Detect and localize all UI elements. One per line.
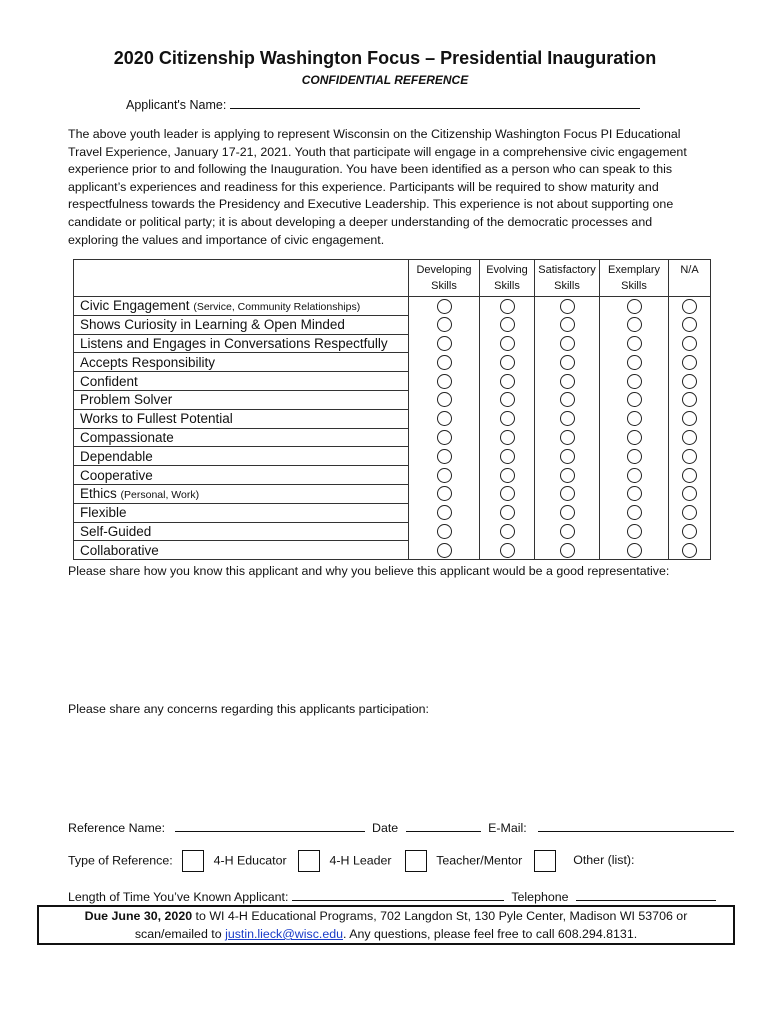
- rating-cell: [535, 541, 600, 560]
- footer-line-2: [39, 925, 733, 943]
- rating-radio[interactable]: [437, 505, 452, 520]
- rating-radio[interactable]: [560, 336, 575, 351]
- rating-radio[interactable]: [682, 411, 697, 426]
- rating-cell: [669, 541, 711, 560]
- criteria-header: [74, 260, 409, 297]
- rating-radio[interactable]: [560, 411, 575, 426]
- rating-radio[interactable]: [560, 392, 575, 407]
- rating-radio[interactable]: [500, 449, 515, 464]
- rating-row: [74, 503, 711, 522]
- rating-row: [74, 522, 711, 541]
- educator-label: 4-H Educator: [213, 853, 287, 868]
- column-header-line: Evolving: [486, 264, 528, 276]
- rating-cell: [480, 428, 535, 447]
- criterion-label: Dependable: [80, 448, 153, 464]
- rating-radio[interactable]: [437, 299, 452, 314]
- criterion-cell: [74, 466, 409, 485]
- leader-label: 4-H Leader: [329, 853, 392, 868]
- footer-address: to WI 4-H Educational Programs, 702 Langdon St, 130 Pyle Center, Madison WI 53706 or: [192, 909, 688, 923]
- form-title: 2020 Citizenship Washington Focus – Presidential Inauguration: [113, 48, 657, 68]
- email-label: E-Mail:: [488, 821, 527, 835]
- length-label: Length of Time You’ve Known Applicant:: [68, 890, 289, 904]
- column-header-line: Satisfactory: [538, 264, 596, 276]
- rating-row: [74, 315, 711, 334]
- rating-radio[interactable]: [627, 392, 642, 407]
- rating-cell: [669, 353, 711, 372]
- rating-cell: [480, 297, 535, 316]
- rating-cell: [535, 503, 600, 522]
- column-header-line: [669, 278, 710, 294]
- ratings-table: [73, 259, 711, 560]
- rating-row: [74, 428, 711, 447]
- rating-radio[interactable]: [560, 317, 575, 332]
- rating-cell: [535, 428, 600, 447]
- rating-cell: [669, 315, 711, 334]
- rating-cell: [600, 466, 669, 485]
- rating-radio[interactable]: [560, 505, 575, 520]
- rating-radio[interactable]: [500, 543, 515, 558]
- rating-cell: [669, 466, 711, 485]
- rating-radio[interactable]: [500, 411, 515, 426]
- rating-cell: [600, 428, 669, 447]
- criterion-label: Accepts Responsibility: [80, 354, 216, 370]
- rating-row: [74, 447, 711, 466]
- rating-row: [74, 334, 711, 353]
- rating-cell: [669, 372, 711, 391]
- rating-radio[interactable]: [627, 374, 642, 389]
- rating-cell: [535, 297, 600, 316]
- criterion-label: Self-Guided: [80, 523, 152, 539]
- rating-cell: [600, 353, 669, 372]
- submission-footer: [37, 905, 735, 945]
- rating-cell: [409, 372, 480, 391]
- rating-cell: [669, 503, 711, 522]
- rating-radio[interactable]: [500, 486, 515, 501]
- rating-cell: [669, 334, 711, 353]
- ratings-header-row: [74, 260, 711, 297]
- rating-radio[interactable]: [437, 355, 452, 370]
- rating-cell: [535, 372, 600, 391]
- rating-cell: [600, 334, 669, 353]
- applicant-name-label: Applicant's Name:: [126, 98, 227, 112]
- column-header-line: Exemplary: [608, 264, 660, 276]
- criterion-cell: [74, 409, 409, 428]
- rating-cell: [409, 428, 480, 447]
- rating-radio[interactable]: [682, 355, 697, 370]
- rating-cell: [480, 390, 535, 409]
- rating-cell: [669, 428, 711, 447]
- rating-radio[interactable]: [560, 374, 575, 389]
- concerns-prompt: Please share any concerns regarding this applicants participation:: [68, 702, 429, 716]
- rating-radio[interactable]: [500, 336, 515, 351]
- criterion-label: Civic Engagement: [80, 298, 190, 314]
- rating-cell: [600, 390, 669, 409]
- rating-cell: [600, 372, 669, 391]
- rating-cell: [600, 409, 669, 428]
- column-header-line: Skills: [431, 280, 457, 292]
- rating-radio[interactable]: [627, 299, 642, 314]
- rating-radio[interactable]: [682, 468, 697, 483]
- rating-radio[interactable]: [627, 505, 642, 520]
- rating-cell: [480, 484, 535, 503]
- criterion-cell: [74, 484, 409, 503]
- rating-cell: [409, 334, 480, 353]
- rating-radio[interactable]: [560, 543, 575, 558]
- criterion-cell: [74, 390, 409, 409]
- criterion-label: Problem Solver: [80, 392, 173, 408]
- reference-type-row: [68, 850, 634, 872]
- rating-row: [74, 541, 711, 560]
- rating-radio[interactable]: [627, 317, 642, 332]
- rating-radio[interactable]: [500, 374, 515, 389]
- rating-cell: [669, 390, 711, 409]
- footer-scan-text: scan/emailed to: [134, 927, 226, 941]
- rating-column-header: [669, 260, 711, 297]
- rating-cell: [480, 522, 535, 541]
- rating-cell: [480, 466, 535, 485]
- rating-radio[interactable]: [437, 486, 452, 501]
- rating-radio[interactable]: [437, 317, 452, 332]
- rating-cell: [480, 334, 535, 353]
- rating-cell: [669, 484, 711, 503]
- rating-cell: [409, 466, 480, 485]
- email-field[interactable]: [538, 819, 734, 832]
- rating-cell: [409, 409, 480, 428]
- share-prompt: Please share how you know this applicant and why you believe this applicant would be a good representative:: [68, 564, 670, 578]
- rating-cell: [535, 466, 600, 485]
- rating-radio[interactable]: [560, 430, 575, 445]
- other-label: Other (list):: [573, 853, 635, 868]
- telephone-label: Telephone: [511, 890, 569, 904]
- rating-column-header: [535, 260, 600, 297]
- due-date: Due June 30, 2020: [84, 909, 193, 923]
- rating-radio[interactable]: [437, 374, 452, 389]
- column-header-line: Skills: [554, 280, 580, 292]
- rating-cell: [600, 541, 669, 560]
- rating-cell: [535, 334, 600, 353]
- criterion-label: Shows Curiosity in Learning & Open Minded: [80, 317, 345, 333]
- rating-radio[interactable]: [500, 505, 515, 520]
- rating-radio[interactable]: [627, 543, 642, 558]
- criterion-label: Cooperative: [80, 467, 153, 483]
- applicant-name-field[interactable]: [230, 96, 640, 109]
- rating-radio[interactable]: [682, 374, 697, 389]
- rating-row: [74, 409, 711, 428]
- teacher-mentor-checkbox[interactable]: [405, 850, 427, 872]
- rating-radio[interactable]: [627, 411, 642, 426]
- rating-cell: [409, 297, 480, 316]
- rating-column-header: [409, 260, 480, 297]
- rating-radio[interactable]: [682, 317, 697, 332]
- criterion-cell: [74, 503, 409, 522]
- criterion-label: Listens and Engages in Conversations Respectfully: [80, 335, 388, 351]
- rating-row: [74, 484, 711, 503]
- rating-column-header: [600, 260, 669, 297]
- rating-cell: [409, 315, 480, 334]
- rating-cell: [535, 447, 600, 466]
- rating-cell: [480, 409, 535, 428]
- rating-cell: [409, 541, 480, 560]
- rating-radio[interactable]: [500, 317, 515, 332]
- reference-name-row: [68, 819, 734, 835]
- criterion-label: Ethics: [80, 486, 117, 502]
- reference-type-label: Type of Reference:: [68, 853, 173, 868]
- rating-radio[interactable]: [682, 430, 697, 445]
- rating-cell: [409, 522, 480, 541]
- rating-radio[interactable]: [682, 543, 697, 558]
- rating-radio[interactable]: [682, 505, 697, 520]
- rating-radio[interactable]: [560, 299, 575, 314]
- rating-radio[interactable]: [627, 336, 642, 351]
- reference-name-field[interactable]: [175, 819, 365, 832]
- criterion-cell: [74, 315, 409, 334]
- rating-cell: [480, 541, 535, 560]
- length-row: [68, 888, 716, 904]
- criterion-label: Works to Fullest Potential: [80, 411, 233, 427]
- criterion-cell: [74, 428, 409, 447]
- rating-radio[interactable]: [437, 524, 452, 539]
- criterion-cell: [74, 297, 409, 316]
- other-checkbox[interactable]: [534, 850, 556, 872]
- rating-cell: [669, 522, 711, 541]
- rating-cell: [409, 484, 480, 503]
- rating-cell: [480, 372, 535, 391]
- criterion-label: Compassionate: [80, 429, 174, 445]
- rating-radio[interactable]: [560, 355, 575, 370]
- rating-radio[interactable]: [560, 468, 575, 483]
- rating-cell: [669, 409, 711, 428]
- criterion-label: Flexible: [80, 505, 127, 521]
- rating-row: [74, 466, 711, 485]
- date-label: Date: [372, 821, 399, 835]
- rating-cell: [409, 447, 480, 466]
- rating-radio[interactable]: [682, 486, 697, 501]
- telephone-field[interactable]: [576, 888, 716, 901]
- rating-row: [74, 390, 711, 409]
- rating-radio[interactable]: [682, 449, 697, 464]
- rating-cell: [480, 447, 535, 466]
- rating-column-header: [480, 260, 535, 297]
- rating-cell: [535, 390, 600, 409]
- rating-cell: [480, 503, 535, 522]
- date-field[interactable]: [406, 819, 481, 832]
- rating-cell: [600, 447, 669, 466]
- rating-radio[interactable]: [627, 468, 642, 483]
- rating-cell: [480, 353, 535, 372]
- form-subtitle: CONFIDENTIAL REFERENCE: [301, 73, 469, 87]
- column-header-line: N/A: [680, 264, 699, 276]
- rating-radio[interactable]: [437, 336, 452, 351]
- reference-name-label: Reference Name:: [68, 821, 166, 835]
- rating-cell: [535, 409, 600, 428]
- rating-radio[interactable]: [627, 524, 642, 539]
- rating-radio[interactable]: [500, 524, 515, 539]
- criterion-note: (Service, Community Relationships): [193, 301, 361, 314]
- rating-row: [74, 353, 711, 372]
- criterion-cell: [74, 353, 409, 372]
- criterion-cell: [74, 334, 409, 353]
- rating-radio[interactable]: [437, 411, 452, 426]
- rating-cell: [600, 484, 669, 503]
- criterion-note: (Personal, Work): [120, 489, 200, 502]
- rating-radio[interactable]: [627, 355, 642, 370]
- rating-cell: [409, 353, 480, 372]
- criterion-label: Collaborative: [80, 542, 159, 558]
- rating-radio[interactable]: [500, 468, 515, 483]
- rating-cell: [669, 447, 711, 466]
- rating-radio[interactable]: [500, 430, 515, 445]
- column-header-line: Skills: [621, 280, 647, 292]
- rating-radio[interactable]: [560, 449, 575, 464]
- rating-cell: [409, 503, 480, 522]
- rating-cell: [535, 484, 600, 503]
- educator-checkbox[interactable]: [182, 850, 204, 872]
- criterion-cell: [74, 541, 409, 560]
- rating-cell: [535, 315, 600, 334]
- footer-phone-text: . Any questions, please feel free to call 608.294.8131.: [343, 927, 638, 941]
- rating-row: [74, 297, 711, 316]
- column-header-line: Skills: [494, 280, 520, 292]
- rating-radio[interactable]: [627, 449, 642, 464]
- rating-radio[interactable]: [437, 392, 452, 407]
- criterion-cell: [74, 522, 409, 541]
- rating-radio[interactable]: [682, 524, 697, 539]
- column-header-line: Developing: [416, 264, 472, 276]
- leader-checkbox[interactable]: [298, 850, 320, 872]
- criterion-label: Confident: [80, 373, 138, 389]
- rating-radio[interactable]: [437, 449, 452, 464]
- rating-cell: [600, 297, 669, 316]
- teacher-mentor-label: Teacher/Mentor: [436, 853, 523, 868]
- rating-cell: [669, 297, 711, 316]
- rating-cell: [600, 522, 669, 541]
- rating-radio[interactable]: [500, 392, 515, 407]
- rating-radio[interactable]: [437, 468, 452, 483]
- length-field[interactable]: [292, 888, 504, 901]
- rating-radio[interactable]: [437, 543, 452, 558]
- rating-radio[interactable]: [437, 430, 452, 445]
- rating-row: [74, 372, 711, 391]
- contact-email-link[interactable]: justin.lieck@wisc.edu: [225, 927, 344, 941]
- rating-cell: [409, 390, 480, 409]
- rating-cell: [535, 353, 600, 372]
- rating-radio[interactable]: [682, 336, 697, 351]
- rating-radio[interactable]: [560, 486, 575, 501]
- rating-cell: [480, 315, 535, 334]
- rating-cell: [535, 522, 600, 541]
- rating-radio[interactable]: [682, 299, 697, 314]
- rating-radio[interactable]: [500, 355, 515, 370]
- footer-line-1: [39, 907, 733, 925]
- criterion-cell: [74, 372, 409, 391]
- rating-radio[interactable]: [560, 524, 575, 539]
- rating-cell: [600, 315, 669, 334]
- applicant-name-row: [126, 96, 640, 112]
- rating-radio[interactable]: [682, 392, 697, 407]
- intro-paragraph: The above youth leader is applying to represent Wisconsin on the Citizenship Washington Focus PI Educational Travel Experience, January 17-21, 2021. Youth that participate will engage in a comprehensive civic engagement experience prior to and following the Inauguration. You have been identified as a person who can speak to this applicant’s experiences and readiness for this experience. Participants will be required to show maturity and respectfulness towards the Presidency and Executive Leadership. This experience is not about supporting one candidate or political party; it is about developing a deeper understanding of the democratic processes and exploring the values and importance of civic engagement.: [68, 127, 687, 247]
- criterion-cell: [74, 447, 409, 466]
- rating-radio[interactable]: [500, 299, 515, 314]
- rating-cell: [600, 503, 669, 522]
- rating-radio[interactable]: [627, 430, 642, 445]
- rating-radio[interactable]: [627, 486, 642, 501]
